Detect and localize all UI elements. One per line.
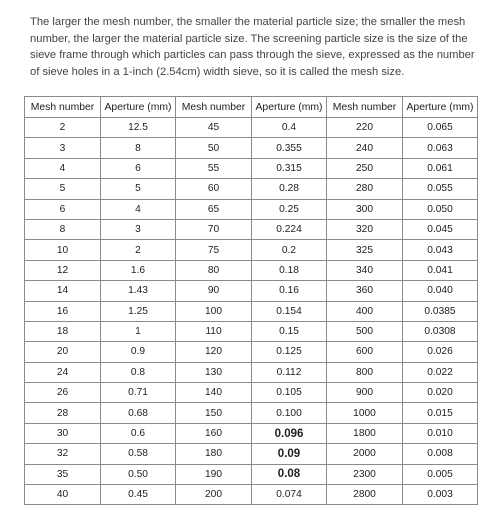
mesh-number-cell: 2 [25, 118, 101, 138]
aperture-cell: 0.28 [252, 179, 327, 199]
aperture-cell: 0.2 [252, 240, 327, 260]
aperture-cell: 0.096 [252, 423, 327, 443]
mesh-number-cell: 50 [176, 138, 252, 158]
table-row [25, 179, 478, 199]
mesh-number-cell: 20 [25, 342, 101, 362]
aperture-cell: 1.43 [101, 281, 176, 301]
aperture-cell: 0.041 [403, 260, 478, 280]
mesh-number-cell: 60 [176, 179, 252, 199]
table-row [25, 199, 478, 219]
aperture-cell: 3 [101, 219, 176, 239]
aperture-cell: 0.0308 [403, 321, 478, 341]
table-row [25, 260, 478, 280]
table-row [25, 383, 478, 403]
aperture-cell: 0.045 [403, 219, 478, 239]
mesh-number-cell: 2000 [327, 444, 403, 464]
mesh-number-cell: 14 [25, 281, 101, 301]
aperture-cell: 0.026 [403, 342, 478, 362]
aperture-cell: 0.043 [403, 240, 478, 260]
mesh-number-cell: 12 [25, 260, 101, 280]
aperture-cell: 0.020 [403, 383, 478, 403]
aperture-cell: 0.71 [101, 383, 176, 403]
aperture-cell: 0.003 [403, 485, 478, 505]
mesh-number-cell: 26 [25, 383, 101, 403]
mesh-number-cell: 2300 [327, 464, 403, 484]
header-mesh-number-2: Mesh number [176, 97, 252, 118]
aperture-cell: 0.040 [403, 281, 478, 301]
table-row [25, 118, 478, 138]
header-mesh-number-1: Mesh number [25, 97, 101, 118]
intro-paragraph: The larger the mesh number, the smaller the material particle size; the smaller the mesh number, the larger the material particle size. The screening particle size is the size of the sieve frame through which particles can pass through the sieve, expressed as the number of sieve holes in a 1-inch (2.54cm) width sieve, so it is called the mesh size. [30, 16, 475, 78]
table-row [25, 362, 478, 382]
table-row [25, 444, 478, 464]
table-row [25, 342, 478, 362]
mesh-number-cell: 10 [25, 240, 101, 260]
mesh-number-cell: 190 [176, 464, 252, 484]
table-header-row [25, 97, 478, 118]
mesh-number-cell: 1000 [327, 403, 403, 423]
mesh-number-cell: 90 [176, 281, 252, 301]
aperture-cell: 1.6 [101, 260, 176, 280]
mesh-number-cell: 340 [327, 260, 403, 280]
aperture-cell: 0.0385 [403, 301, 478, 321]
mesh-number-cell: 320 [327, 219, 403, 239]
mesh-number-cell: 140 [176, 383, 252, 403]
aperture-cell: 0.065 [403, 118, 478, 138]
aperture-cell: 0.063 [403, 138, 478, 158]
aperture-cell: 0.061 [403, 158, 478, 178]
aperture-cell: 0.315 [252, 158, 327, 178]
aperture-cell: 1.25 [101, 301, 176, 321]
mesh-number-cell: 1800 [327, 423, 403, 443]
aperture-cell: 0.125 [252, 342, 327, 362]
table-row [25, 219, 478, 239]
mesh-number-cell: 360 [327, 281, 403, 301]
aperture-cell: 0.105 [252, 383, 327, 403]
mesh-number-cell: 110 [176, 321, 252, 341]
header-aperture-3: Aperture (mm) [403, 97, 478, 118]
mesh-number-cell: 70 [176, 219, 252, 239]
header-aperture-2: Aperture (mm) [252, 97, 327, 118]
table-row [25, 301, 478, 321]
table-row [25, 423, 478, 443]
mesh-number-cell: 100 [176, 301, 252, 321]
aperture-cell: 8 [101, 138, 176, 158]
mesh-number-cell: 200 [176, 485, 252, 505]
aperture-cell: 0.112 [252, 362, 327, 382]
mesh-number-cell: 220 [327, 118, 403, 138]
mesh-number-cell: 18 [25, 321, 101, 341]
aperture-cell: 0.4 [252, 118, 327, 138]
mesh-number-cell: 325 [327, 240, 403, 260]
aperture-cell: 0.58 [101, 444, 176, 464]
table-row [25, 485, 478, 505]
mesh-number-cell: 500 [327, 321, 403, 341]
aperture-cell: 0.022 [403, 362, 478, 382]
mesh-number-cell: 65 [176, 199, 252, 219]
aperture-cell: 0.15 [252, 321, 327, 341]
mesh-number-cell: 24 [25, 362, 101, 382]
mesh-number-cell: 45 [176, 118, 252, 138]
mesh-number-cell: 280 [327, 179, 403, 199]
table-row [25, 158, 478, 178]
aperture-cell: 0.050 [403, 199, 478, 219]
aperture-cell: 12.5 [101, 118, 176, 138]
aperture-cell: 4 [101, 199, 176, 219]
aperture-cell: 0.45 [101, 485, 176, 505]
table-body [25, 118, 478, 505]
mesh-aperture-table [24, 96, 478, 505]
aperture-cell: 0.08 [252, 464, 327, 484]
header-aperture-1: Aperture (mm) [101, 97, 176, 118]
aperture-cell: 0.008 [403, 444, 478, 464]
aperture-cell: 0.8 [101, 362, 176, 382]
table-row [25, 138, 478, 158]
mesh-number-cell: 5 [25, 179, 101, 199]
aperture-cell: 0.18 [252, 260, 327, 280]
mesh-number-cell: 32 [25, 444, 101, 464]
table-row [25, 464, 478, 484]
mesh-number-cell: 55 [176, 158, 252, 178]
aperture-cell: 2 [101, 240, 176, 260]
mesh-number-cell: 4 [25, 158, 101, 178]
aperture-cell: 0.25 [252, 199, 327, 219]
mesh-number-cell: 16 [25, 301, 101, 321]
mesh-number-cell: 6 [25, 199, 101, 219]
mesh-number-cell: 35 [25, 464, 101, 484]
mesh-number-cell: 2800 [327, 485, 403, 505]
mesh-number-cell: 400 [327, 301, 403, 321]
mesh-number-cell: 250 [327, 158, 403, 178]
aperture-cell: 0.074 [252, 485, 327, 505]
aperture-cell: 0.154 [252, 301, 327, 321]
aperture-cell: 0.16 [252, 281, 327, 301]
table-row [25, 240, 478, 260]
aperture-cell: 5 [101, 179, 176, 199]
aperture-cell: 0.224 [252, 219, 327, 239]
aperture-cell: 0.010 [403, 423, 478, 443]
aperture-cell: 0.9 [101, 342, 176, 362]
mesh-number-cell: 3 [25, 138, 101, 158]
aperture-cell: 0.50 [101, 464, 176, 484]
mesh-number-cell: 8 [25, 219, 101, 239]
table-row [25, 321, 478, 341]
mesh-number-cell: 160 [176, 423, 252, 443]
aperture-cell: 0.68 [101, 403, 176, 423]
aperture-cell: 0.005 [403, 464, 478, 484]
mesh-number-cell: 28 [25, 403, 101, 423]
mesh-number-cell: 30 [25, 423, 101, 443]
mesh-number-cell: 800 [327, 362, 403, 382]
mesh-number-cell: 300 [327, 199, 403, 219]
mesh-number-cell: 75 [176, 240, 252, 260]
aperture-cell: 0.015 [403, 403, 478, 423]
aperture-cell: 0.6 [101, 423, 176, 443]
mesh-number-cell: 150 [176, 403, 252, 423]
mesh-number-cell: 240 [327, 138, 403, 158]
mesh-number-cell: 600 [327, 342, 403, 362]
mesh-number-cell: 80 [176, 260, 252, 280]
aperture-cell: 0.100 [252, 403, 327, 423]
mesh-number-cell: 120 [176, 342, 252, 362]
aperture-cell: 6 [101, 158, 176, 178]
mesh-number-cell: 900 [327, 383, 403, 403]
aperture-cell: 1 [101, 321, 176, 341]
table-row [25, 403, 478, 423]
mesh-number-cell: 180 [176, 444, 252, 464]
mesh-number-cell: 40 [25, 485, 101, 505]
header-mesh-number-3: Mesh number [327, 97, 403, 118]
aperture-cell: 0.055 [403, 179, 478, 199]
aperture-cell: 0.355 [252, 138, 327, 158]
table-row [25, 281, 478, 301]
mesh-number-cell: 130 [176, 362, 252, 382]
aperture-cell: 0.09 [252, 444, 327, 464]
